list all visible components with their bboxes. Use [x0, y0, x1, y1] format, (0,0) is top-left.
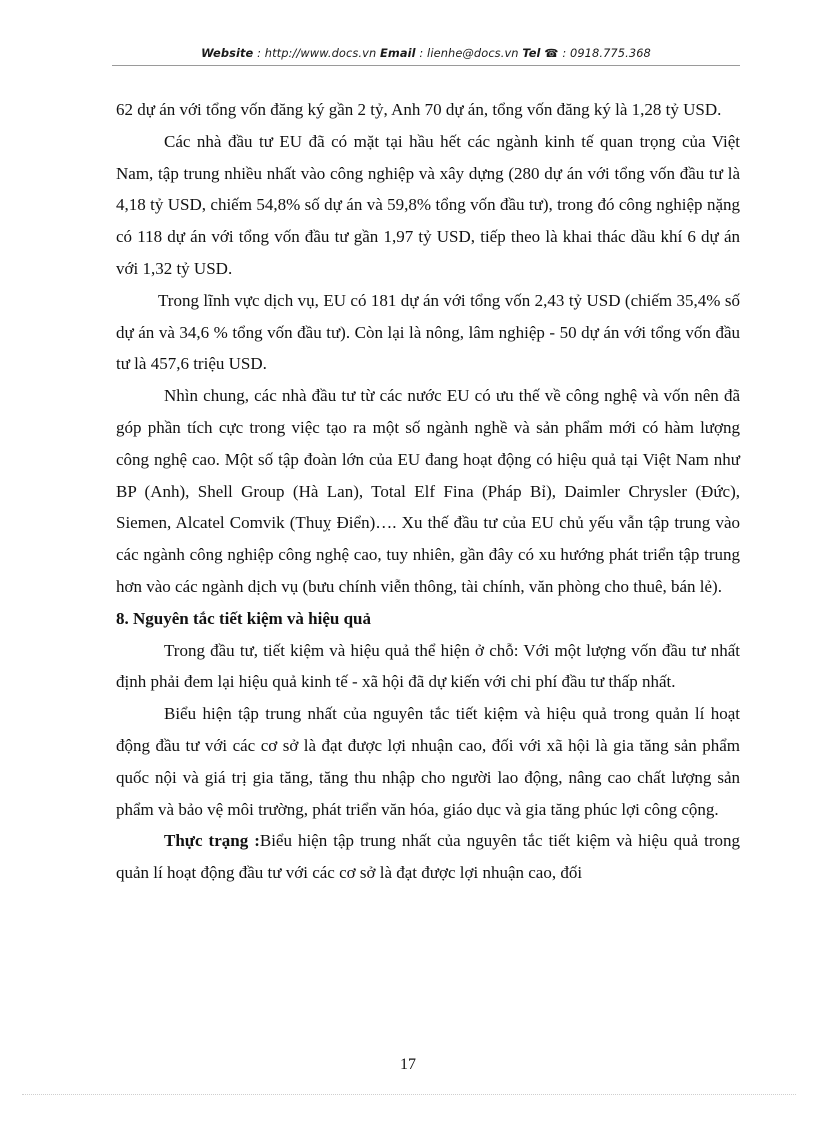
paragraph-7-text: Biểu hiện tập trung nhất của nguyên tắc tiết kiệm và hiệu quả trong quản lí hoạt động đầu tư với các cơ sở là đạt được lợi nhuận cao, đối: [116, 831, 740, 883]
tel-label: Tel: [522, 46, 541, 60]
paragraph-1: 62 dự án với tổng vốn đăng ký gần 2 tỷ, Anh 70 dự án, tổng vốn đăng ký là 1,28 tỷ USD.: [116, 100, 722, 119]
paragraph-3: Trong lĩnh vực dịch vụ, EU có 181 dự án với tổng vốn 2,43 tỷ USD (chiếm 35,4% số dự án và 34,6 % tổng vốn đầu tư). Còn lại là nông, lâm nghiệp - 50 dự án với tổng vốn đầu tư là 457,6 triệu USD.: [116, 290, 740, 374]
paragraph-4: Nhìn chung, các nhà đầu tư từ các nước EU có ưu thế về công nghệ và vốn nên đã góp phần tích cực trong việc tạo ra một số ngành nghề và sản phẩm mới có hàm lượng công nghệ cao. Một số tập đoàn lớn của EU đang hoạt động có hiệu quả tại Việt Nam như BP (Anh), Shell Group (Hà Lan), Total Elf Fina (Pháp Bỉ), Daimler Chrysler (Đức), Siemen, Alcatel Comvik (Thuỵ Điển)…. Xu thế đầu tư của EU chủ yếu vẫn tập trung vào các ngành công nghiệp công nghệ cao, tuy nhiên, gần đây có xu hướng phát triển tập trung hơn vào các ngành dịch vụ (bưu chính viễn thông, tài chính, văn phòng cho thuê, bán lẻ).: [116, 386, 740, 596]
document-body: [116, 94, 740, 889]
paragraph-5: Trong đầu tư, tiết kiệm và hiệu quả thể hiện ở chỗ: Với một lượng vốn đầu tư nhất định phải đem lại hiệu quả kinh tế - xã hội đã dự kiến với chi phí đầu tư thấp nhất.: [116, 640, 740, 692]
website-value: : http://www.docs.vn: [253, 46, 381, 60]
paragraph-2: Các nhà đầu tư EU đã có mặt tại hầu hết các ngành kinh tế quan trọng của Việt Nam, tập trung nhiều nhất vào công nghiệp và xây dựng (280 dự án với tổng vốn đầu tư là 4,18 tỷ USD, chiếm 54,8% số dự án và 59,8% tổng vốn đầu tư), trong đó công nghiệp nặng có 118 dự án với tổng vốn đầu tư gần 1,97 tỷ USD, tiếp theo là khai thác dầu khí 6 dự án với 1,32 tỷ USD.: [116, 131, 740, 278]
email-value: : lienhe@docs.vn: [415, 46, 523, 60]
header-divider: [112, 65, 740, 66]
section-heading: 8. Nguyên tắc tiết kiệm và hiệu quả: [116, 608, 371, 628]
page-header: [112, 46, 740, 60]
email-label: Email: [380, 46, 416, 60]
paragraph-6: Biểu hiện tập trung nhất của nguyên tắc tiết kiệm và hiệu quả trong quản lí hoạt động đầu tư với các cơ sở là đạt được lợi nhuận cao, đối với xã hội là gia tăng sản phẩm quốc nội và giá trị gia tăng, tăng thu nhập cho người lao động, nâng cao chất lượng sản phẩm và bảo vệ môi trường, phát triển văn hóa, giáo dục và gia tăng phúc lợi công cộng.: [116, 704, 740, 819]
telephone-icon: ☎: [544, 46, 559, 60]
paragraph-7: [116, 825, 740, 889]
website-label: Website: [201, 46, 254, 60]
paragraph-7-label: Thực trạng :: [164, 831, 260, 851]
page-number: 17: [400, 1056, 416, 1073]
footer-divider: [22, 1094, 796, 1095]
tel-value: : 0918.775.368: [558, 46, 651, 60]
